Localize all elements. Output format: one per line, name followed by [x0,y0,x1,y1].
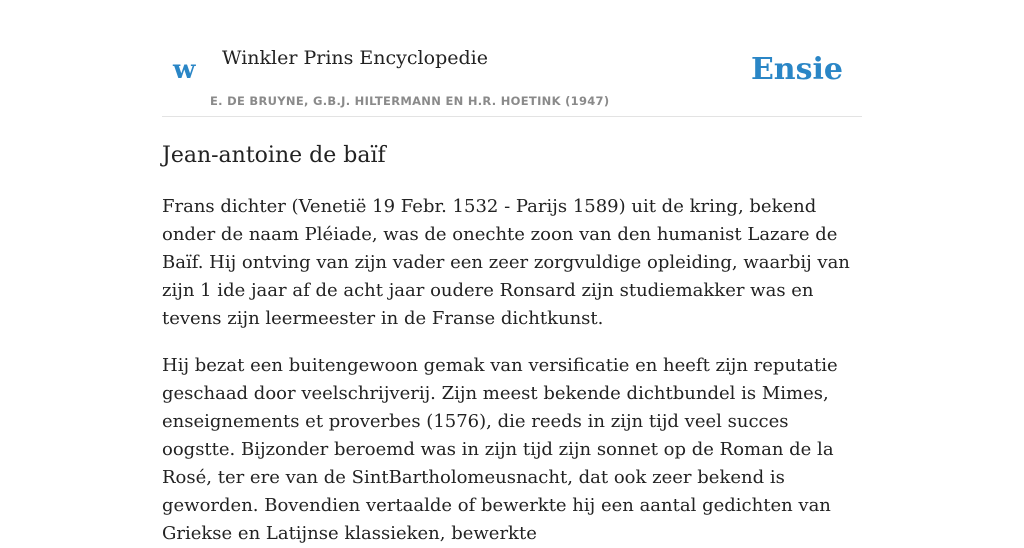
brand-logo[interactable]: Ensie [750,52,843,87]
publication-title: Winkler Prins Encyclopedie [222,47,488,69]
logo-mark[interactable]: w [173,55,196,85]
article [162,141,862,548]
publication-authors: E. DE BRUYNE, G.B.J. HILTERMANN EN H.R. HOETINK (1947) [210,94,610,108]
article-paragraph: Frans dichter (Venetië 19 Febr. 1532 - Parijs 1589) uit de kring, bekend onder de naam Pléiade, was de onechte zoon van den humanist Lazare de Baïf. Hij ontving van zijn vader een zeer zorgvuldige opleiding, waarbij van zijn 1 ide jaar af de acht jaar oudere Ronsard zijn studiemakker was en tevens zijn leermeester in de Franse dichtkunst. [162,196,850,329]
header [162,0,862,117]
article-title: Jean-antoine de baïf [162,143,386,168]
page [162,0,862,548]
article-paragraph: Hij bezat een buitengewoon gemak van versificatie en heeft zijn reputatie geschaad door veelschrijverij. Zijn meest bekende dichtbundel is Mimes, enseignements et proverbes (1576), die reeds in zijn tijd veel succes oogstte. Bijzonder beroemd was in zijn tijd zijn sonnet op de Roman de la Rosé, ter ere van de SintBartholomeusnacht, dat ook zeer bekend is geworden. Bovendien vertaalde of bewerkte hij een aantal gedichten van Griekse en Latijnse klassieken, bewerkte [162,355,838,544]
